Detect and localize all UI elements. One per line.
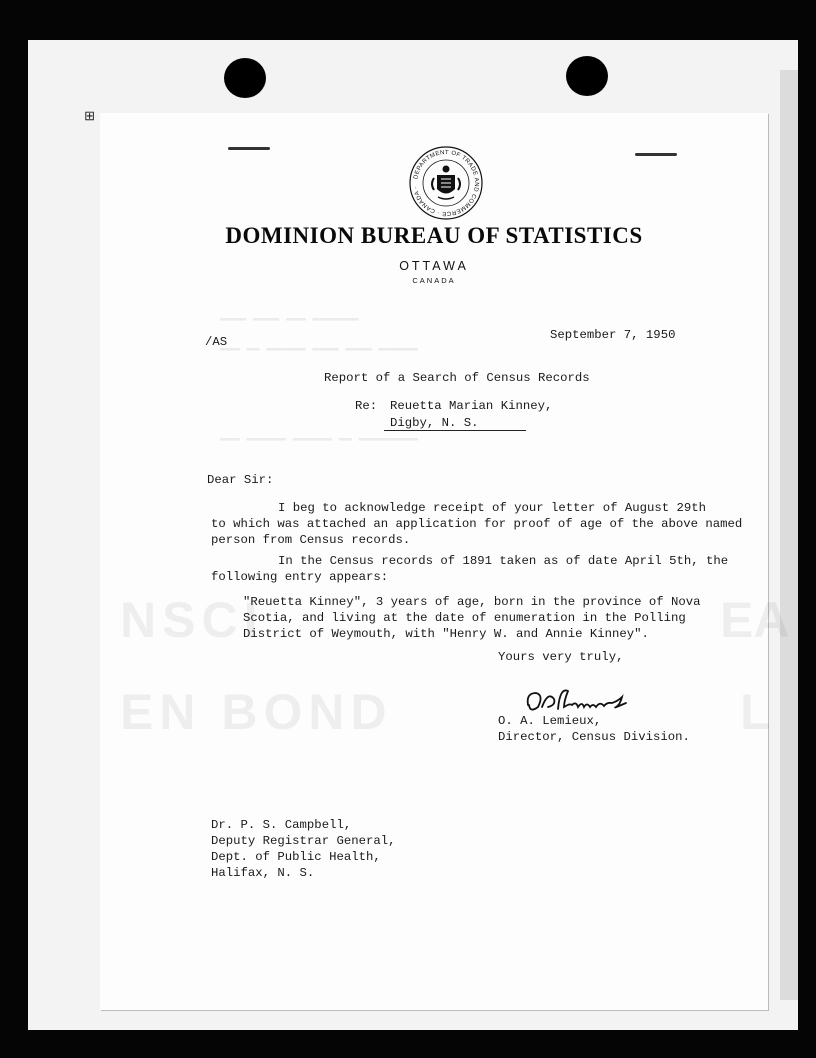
- bureau-title: DOMINION BUREAU OF STATISTICS: [225, 223, 643, 248]
- recipient-line1: Dr. P. S. Campbell,: [211, 818, 352, 832]
- entry-line2: Scotia, and living at the date of enumeration in the Polling: [243, 611, 686, 625]
- salutation: Dear Sir:: [207, 473, 274, 487]
- subject-line: Report of a Search of Census Records: [324, 371, 590, 385]
- clip-mark-left: [228, 147, 270, 150]
- bleed-through-3: EN BOND: [120, 684, 393, 740]
- re-place: Digby, N. S.: [390, 416, 479, 430]
- recipient-line2: Deputy Registrar General,: [211, 834, 396, 848]
- re-underline: [384, 430, 526, 431]
- punch-hole-right: [566, 56, 608, 96]
- punch-hole-left: [224, 58, 266, 98]
- bureau-city: OTTAWA: [399, 259, 469, 273]
- back-sheet-edge: [780, 70, 798, 1000]
- re-name: Reuetta Marian Kinney,: [390, 399, 553, 413]
- entry-line1: "Reuetta Kinney", 3 years of age, born in the province of Nova: [243, 595, 701, 609]
- seal-inscription: DEPARTMENT OF TRADE AND COMMERCE · CANADA ·: [413, 149, 480, 217]
- para1-line2: to which was attached an application for proof of age of the above named: [211, 517, 743, 531]
- department-seal-icon: [408, 145, 484, 221]
- letter-date: September 7, 1950: [550, 328, 676, 342]
- recipient-line4: Halifax, N. S.: [211, 866, 315, 880]
- bleed-through-2: EA: [720, 592, 790, 648]
- recipient-line3: Dept. of Public Health,: [211, 850, 381, 864]
- para1-line3: person from Census records.: [211, 533, 411, 547]
- reference-code: /AS: [205, 335, 228, 349]
- bleed-line-2: ▬▬▬ ▬▬ ▬▬▬▬▬▬ ▬▬▬▬ ▬▬▬▬ ▬▬▬▬▬▬: [220, 343, 419, 355]
- bleed-through-4: L: [740, 684, 771, 740]
- re-label: Re:: [355, 399, 378, 413]
- bleed-line-3: ▬▬▬ ▬▬▬▬▬▬ ▬▬▬▬▬▬ ▬▬ ▬▬▬▬▬▬▬▬▬: [220, 433, 419, 445]
- clip-mark-right: [635, 153, 677, 156]
- entry-line3: District of Weymouth, with "Henry W. and Annie Kinney".: [243, 627, 649, 641]
- signer-title: Director, Census Division.: [498, 730, 690, 744]
- closing: Yours very truly,: [498, 650, 624, 664]
- bureau-country: CANADA: [412, 276, 456, 285]
- bleed-line-1: ▬▬▬▬ ▬▬▬▬ ▬▬▬ ▬▬▬▬▬▬▬: [220, 313, 359, 325]
- signer-name: O. A. Lemieux,: [498, 714, 602, 728]
- para2-line1: In the Census records of 1891 taken as of date April 5th, the: [278, 554, 729, 568]
- bleed-through-1: NSCI: [120, 592, 264, 648]
- letter-sheet: [100, 113, 790, 1010]
- para1-line1: I beg to acknowledge receipt of your letter of August 29th: [278, 501, 707, 515]
- para2-line2: following entry appears:: [211, 570, 389, 584]
- margin-mark: ⊞: [82, 110, 98, 122]
